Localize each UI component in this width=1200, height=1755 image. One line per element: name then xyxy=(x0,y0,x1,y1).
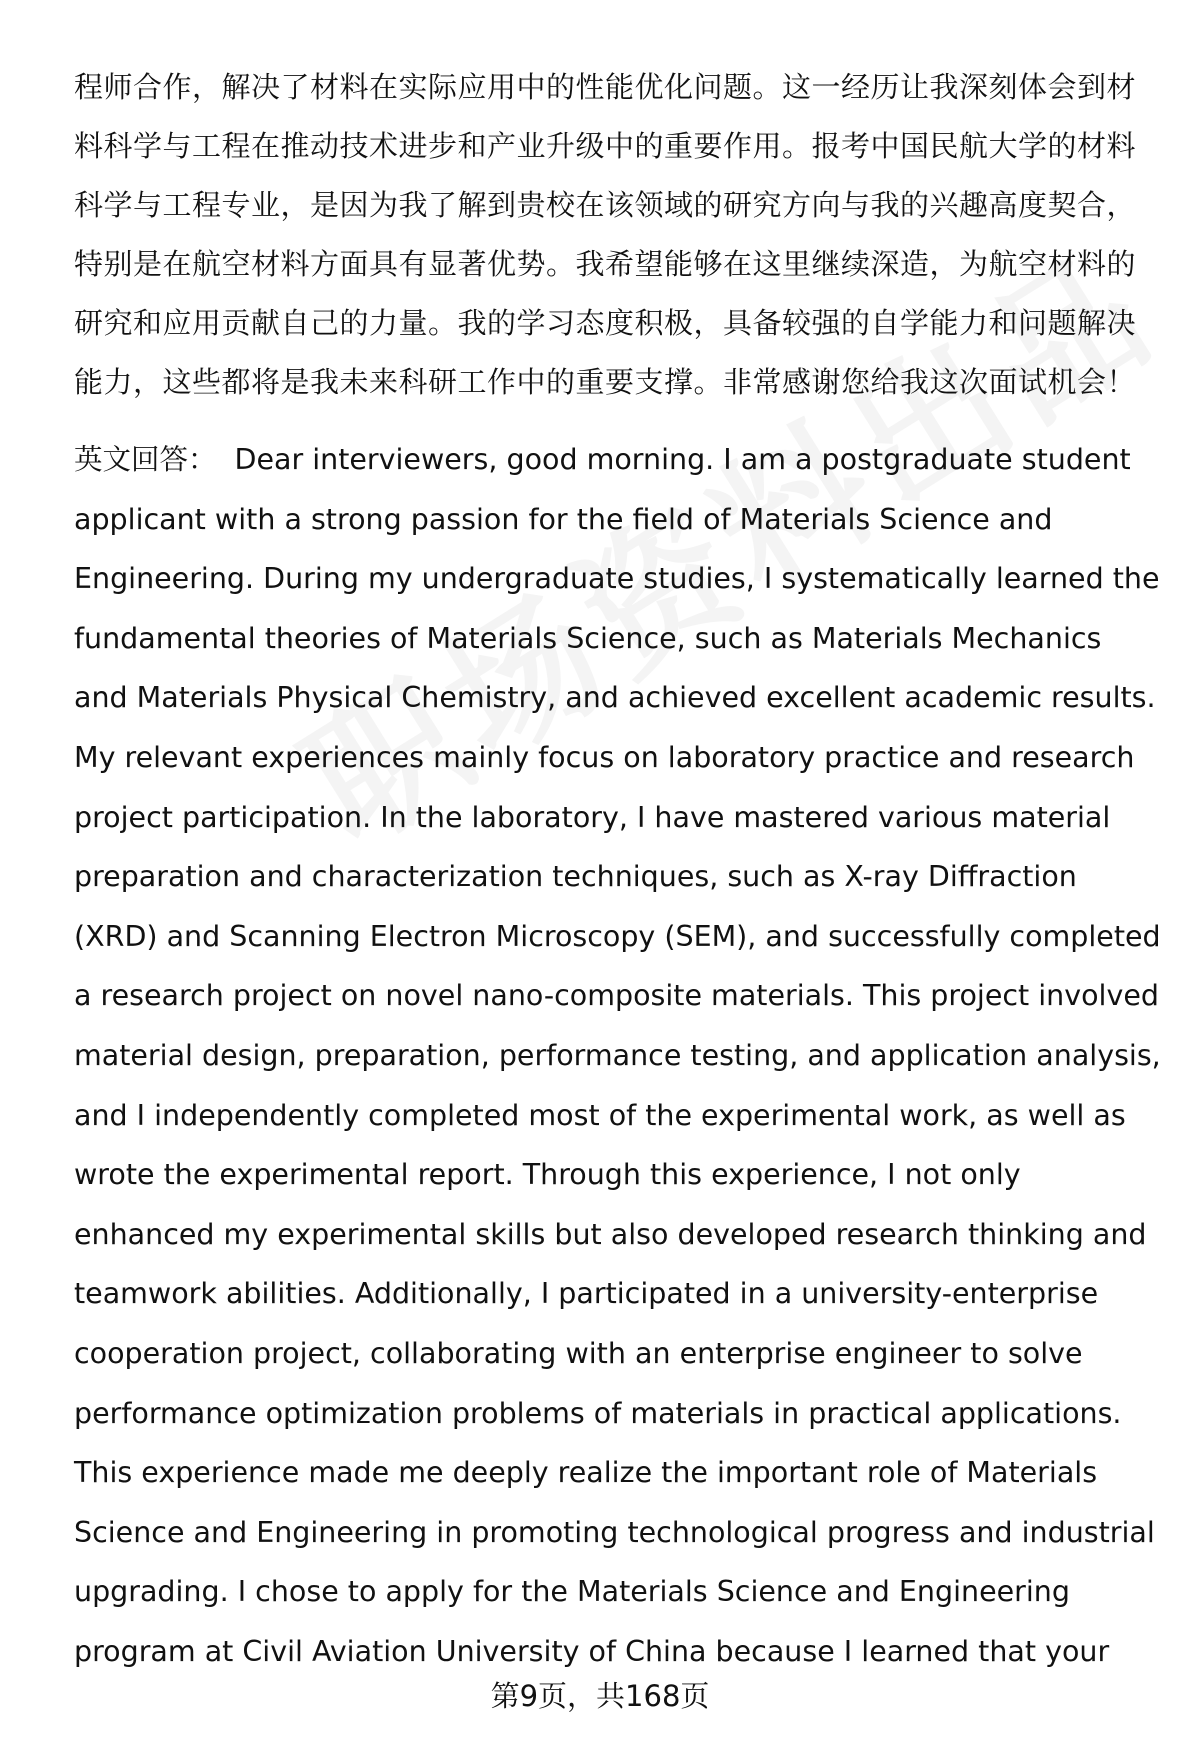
english-answer-text: Dear interviewers, good morning. I am a postgraduate student applicant with a strong passion for the field of Materials Science and Engineering. During my undergraduate studies, I systematically learned the fundamental theories of Materials Science, such as Materials Mechanics and Materials Physical Chemistry, and achieved excellent academic results. My relevant experiences mainly focus on laboratory practice and research project participation. In the laboratory, I have mastered various material preparation and characterization techniques, such as X-ray Diffraction (XRD) and Scanning Electron Microscopy (SEM), and successfully completed a research project on novel nano-composite materials. This project involved material design, preparation, performance testing, and application analysis, and I independently completed most of the experimental work, as well as wrote the experimental report. Through this experience, I not only enhanced my experimental skills but also developed research thinking and teamwork abilities. Additionally, I participated in a university-enterprise cooperation project, collaborating with an enterprise engineer to solve performance optimization problems of materials in practical applications. This experience made me deeply realize the important role of Materials Science and Engineering in promoting technological progress and industrial upgrading. I chose to apply for the Materials Science and Engineering program at Civil Aviation University of China because I learned that your xyxy=(74,443,1161,1668)
english-answer-paragraph xyxy=(74,430,1164,1681)
page-content xyxy=(74,58,1164,1681)
page-number-footer: 第9页，共168页 xyxy=(490,1679,710,1713)
english-answer-label: 英文回答： xyxy=(74,443,217,476)
chinese-answer-paragraph: 程师合作，解决了材料在实际应用中的性能优化问题。这一经历让我深刻体会到材料科学与工程在推动技术进步和产业升级中的重要作用。报考中国民航大学的材料科学与工程专业，是因为我了解到贵校在该领域的研究方向与我的兴趣高度契合，特别是在航空材料方面具有显著优势。我希望能够在这里继续深造，为航空材料的研究和应用贡献自己的力量。我的学习态度积极，具备较强的自学能力和问题解决能力，这些都将是我未来科研工作中的重要支撑。非常感谢您给我这次面试机会！ xyxy=(74,70,1137,399)
